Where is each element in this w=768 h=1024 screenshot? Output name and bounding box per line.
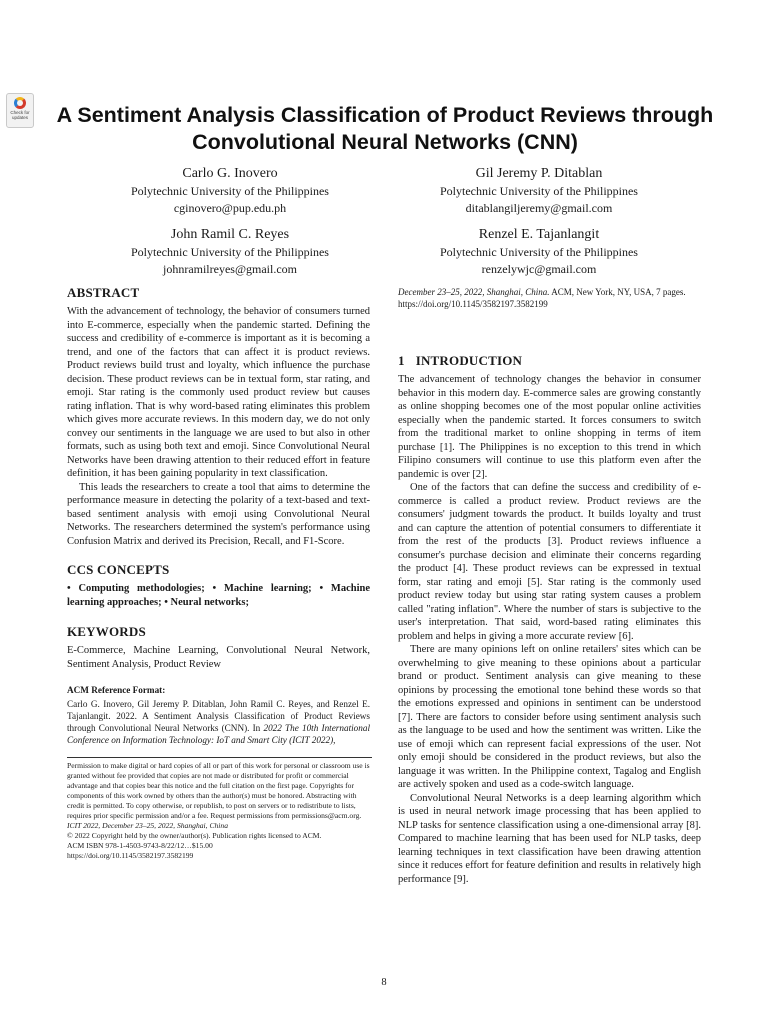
acm-reference-label: ACM Reference Format: bbox=[67, 685, 166, 695]
author-block-4 bbox=[384, 226, 694, 277]
badge-label: Check for updates bbox=[10, 110, 30, 120]
author-email: cginovero@pup.edu.ph bbox=[173, 200, 287, 215]
ccs-heading: CCS CONCEPTS bbox=[67, 562, 170, 577]
ccs-concepts: • Computing methodologies; • Machine learning; • Machine learning approaches; • Neural networks; bbox=[67, 583, 370, 608]
intro-paragraph-4: Convolutional Neural Networks is a deep learning algorithm which is used in neural network image processing that has been applied to NLP tasks for sentence classification using a one-dimensional array [8]. Compared to machine learning that has been used for NLP tasks, deep learning techniques in text classification have been drawing attention since it reduces effort for feature definition and results in relatively high performance [9]. bbox=[398, 792, 701, 885]
author-block-2 bbox=[384, 165, 694, 216]
isbn-line: ACM ISBN 978-1-4503-9743-8/22/12…$15.00 bbox=[67, 840, 213, 850]
author-name: Renzel E. Tajanlangit bbox=[478, 227, 600, 242]
abstract-paragraph-1: With the advancement of technology, the behavior of consumers turned into E-commerce, especially when the pandemic started. Defining the success and credibility of e-commerce is important as it is becoming a trend, and one of the factors that can affect it is product reviews. Product reviews build trust and loyalty, which influence the purchase decision. These product reviews can be in textual form, star rating, and emoji. Star rating is the commonly used product review but causes rating inflation. That is why word-based rating eliminates this problem which gives more accurate reviews. In this modern day, we do not only convey our sentiments in the language we are used to but also in other formats, such as using both text and emoji. Since Convolutional Neural Networks have been drawing attention to their reduced effort in feature definition, it has been gaining popularity in text classification. bbox=[67, 306, 370, 479]
author-affiliation: Polytechnic University of the Philippines bbox=[131, 245, 329, 259]
intro-paragraph-3: There are many opinions left on online retailers' sites which can be overwhelming to give meaning to these opinions about a particular brand or product. Sentiment analysis can give meaning to these opinions by processing the emotional tone behind these words so that the emotions expressed and opinions in sentiment can be understood [7]. There are factors to consider before using sentiment analysis such as the language to be used and how the sentiment was written. Like the use of emoji which can represent facial expressions of the user. Not only emoji should be considered in the product reviews, but also the language it was written. In the Philippine context, Tagalog and English are actively spoken and used as a code-switch language. bbox=[398, 644, 701, 790]
permission-notice: Permission to make digital or hard copies of all or part of this work for personal or classroom use is granted without fee provided that copies are not made or distributed for profit or commercial advantage and that copies bear this notice and the full citation on the first page. Copyrights for components of this work owned by others than the author(s) must be honored. Abstracting with credit is permitted. To copy otherwise, or republish, to post on servers or to redistribute to lists, requires prior specific permission and/or a fee. Request permissions from permissions@acm.org. bbox=[67, 760, 370, 820]
page-number: 8 bbox=[381, 977, 387, 988]
acm-reference-authors: Carlo G. Inovero, Gil Jeremy P. Ditablan, John Ramil C. Reyes, and Renzel E. Tajanlangit. 2022. A Sentiment Analysis Classification of Product Reviews through Convolutional Neural Networks (CNN). In bbox=[67, 698, 370, 733]
keywords-heading: KEYWORDS bbox=[67, 624, 146, 639]
left-column bbox=[67, 285, 370, 861]
author-name: Gil Jeremy P. Ditablan bbox=[475, 166, 603, 181]
reference-publisher: ACM, New York, NY, USA, 7 pages. bbox=[549, 287, 686, 297]
right-column bbox=[398, 286, 701, 886]
check-for-updates-badge[interactable] bbox=[6, 93, 34, 128]
copyright-line: © 2022 Copyright held by the owner/author(s). Publication rights licensed to ACM. bbox=[67, 830, 322, 840]
paper-title: A Sentiment Analysis Classification of Product Reviews through Convolutional Neural Networks (CNN) bbox=[56, 103, 714, 154]
intro-paragraph-1: The advancement of technology changes the behavior in consumer behavior in this modern day. E-commerce sales are growing constantly as online shopping becomes one of the most popular online activities especially when the pandemic started. It forces consumers to switch from the traditional market to online shopping in terms of item purchase [1]. The Philippines is no exception to this trend in which Filipino consumers will continue to use this platform even after the pandemic is over [2]. bbox=[398, 374, 701, 480]
section-title: INTRODUCTION bbox=[415, 353, 523, 368]
intro-paragraph-2: One of the factors that can define the success and credibility of e-commerce is called a product review. Product reviews are the consumers' judgment towards the product. It builds loyalty and trust and can capture the attention of potential consumers to differentiate it from the rest of the products [3]. Product reviews influence a consumer's purchase decision and eliminate their concerns regarding the product [4]. These product reviews can be expressed in textual form, star rating and emoji [5]. Star rating is the commonly used product review today but using star rating system causes a problem called "rating inflation". Where the number of stars is subjective to the user's interpretation. That said, word-based rating eliminates this problem and helps in giving a more accurate review [6]. bbox=[398, 482, 701, 642]
author-block-3 bbox=[75, 226, 385, 277]
author-affiliation: Polytechnic University of the Philippines bbox=[440, 184, 638, 198]
acm-reference-text bbox=[67, 698, 370, 746]
reference-continued bbox=[398, 286, 701, 298]
permission-doi-link[interactable]: https://doi.org/10.1145/3582197.3582199 bbox=[67, 850, 194, 860]
reference-doi-link[interactable]: https://doi.org/10.1145/3582197.3582199 bbox=[398, 299, 548, 309]
footnote-divider bbox=[67, 757, 372, 758]
author-email: renzelywjc@gmail.com bbox=[481, 261, 597, 276]
conference-line: ICIT 2022, December 23–25, 2022, Shanghai, China bbox=[67, 820, 229, 830]
abstract-heading: ABSTRACT bbox=[67, 285, 140, 300]
author-email: johnramilreyes@gmail.com bbox=[162, 261, 297, 276]
keywords-text: E-Commerce, Machine Learning, Convolutional Neural Network, Sentiment Analysis, Product Review bbox=[67, 645, 370, 670]
reference-date-place: December 23–25, 2022, Shanghai, China. bbox=[398, 287, 550, 297]
author-name: Carlo G. Inovero bbox=[182, 166, 278, 181]
author-email: ditablangiljeremy@gmail.com bbox=[465, 200, 613, 215]
author-affiliation: Polytechnic University of the Philippines bbox=[440, 245, 638, 259]
author-name: John Ramil C. Reyes bbox=[170, 227, 290, 242]
author-affiliation: Polytechnic University of the Philippines bbox=[131, 184, 329, 198]
update-ring-icon bbox=[14, 97, 26, 109]
abstract-paragraph-2: This leads the researchers to create a tool that aims to determine the performance measure in detecting the polarity of a text-based and text-based sentiment analysis with emoji using Convolutional Neural Networks. The researchers determined the system's performance using Confusion Matrix and derived its Precision, Recall, and F1-Score. bbox=[67, 481, 370, 547]
acm-reference-venue: 2022 The 10th International Conference on Information Technology: IoT and Smart City (ICIT 2022), bbox=[67, 722, 371, 745]
section-number: 1 bbox=[398, 353, 405, 368]
author-block-1 bbox=[75, 165, 385, 216]
introduction-heading bbox=[398, 353, 701, 368]
